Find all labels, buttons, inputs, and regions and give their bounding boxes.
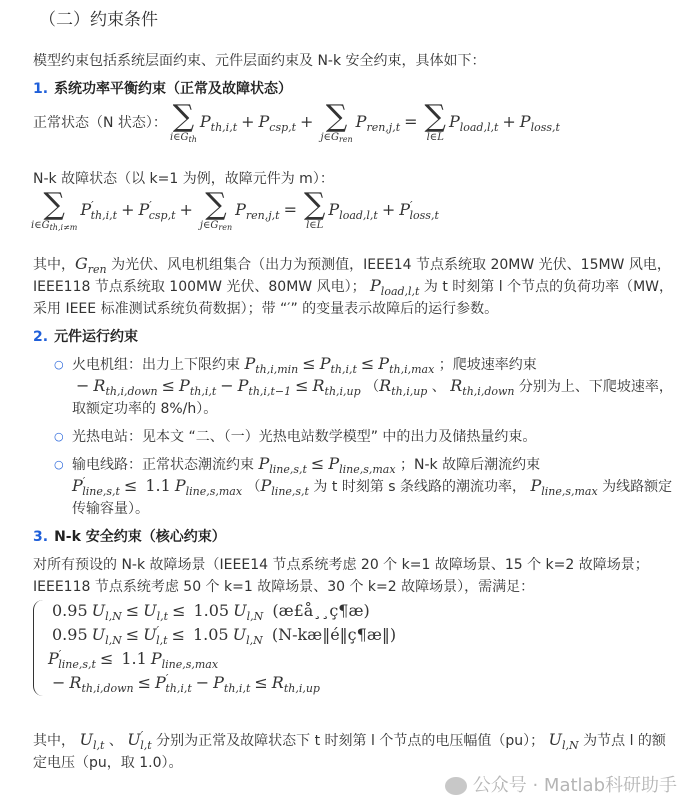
subscript: th,i,t [330,363,357,376]
math-operator: − [220,376,234,395]
math-variable: $R_{th,i,down}$ [450,376,515,398]
math-operator: − [76,376,90,395]
math-operator: ≤ [172,601,186,620]
math-operator: ≤ [171,625,185,644]
sum-index [170,132,197,144]
normal-state-equation [33,99,677,144]
subscript: ren [338,135,353,144]
summation [31,187,78,232]
subscript: load,l,t [459,121,499,134]
math-variable: $j\in G_{ren}$ [320,132,353,144]
prime-mark: ′ [140,729,144,742]
math-expression [72,376,361,398]
math-operator: 1.1 [145,476,171,495]
subscript: line,s,t [82,485,120,498]
math-expression [244,354,435,376]
sigma-icon: ∑ [325,99,348,134]
math-expression [427,132,444,143]
subscript: th [188,135,197,144]
summation [424,99,446,144]
text-segment: 分别为正常及故障状态下 t 时刻第 l 个节点的电压幅值（pu）； [151,733,549,749]
subscript: l,N [105,634,122,647]
subscript: th,i≠m [49,223,78,232]
case-row [48,624,400,648]
math-variable: $P_{line,s,t}$ [258,454,307,476]
text-segment: 为线路额定传输容量）。 [72,479,673,517]
intro-text: 模型约束包括系统层面约束、元件层面约束及 N-k 安全约束，具体如下： [33,53,486,69]
subscript: th,i,max [389,363,435,376]
math-operator: + [179,200,193,219]
sum-index [31,220,77,232]
math-variable: $P'_{line,s,t}$ [72,475,120,498]
text-segment: 其中， [33,257,75,273]
math-variable: $R_{th,i,up}$ [312,376,361,398]
subscript: th,i,t−1 [248,385,292,398]
subscript: th,i,up [283,682,320,695]
sum-index [320,132,352,144]
math-operator: ≤ [295,376,309,395]
sigma-icon: ∑ [172,99,195,134]
case-row [48,648,400,672]
math-operator: (æ£å¸¸ç¶æ) [267,601,370,620]
math-operator: 0.95 [52,625,88,644]
text-segment: 火电机组：出力上下限约束 [72,357,245,373]
math-operator: ≤ [123,476,138,495]
case-row [48,672,400,696]
math-variable: $P_{load,l,t}$ [448,112,499,134]
text-segment: 其中， [33,733,80,749]
subscript: th,i,t [223,682,251,695]
math-variable: $j\in G_{ren}$ [199,220,233,232]
sigma-icon: ∑ [424,99,446,134]
summation [199,187,233,232]
prime-mark: ′ [410,199,413,212]
fault-state-label: N-k 故障状态（以 k=1 为例，故障元件为 m）： [33,171,334,187]
watermark-text: 公众号 · Matlab科研助手 [472,775,677,796]
bullet-thermal-unit [54,354,677,420]
subscript: th,i,t [189,385,217,398]
subscript: th,i,t [90,209,118,222]
math-operator: = [404,112,418,131]
subscript: l,t [156,634,168,647]
wechat-icon [445,777,467,795]
subscript: l,N [105,610,122,623]
subscript: line,s,t [271,485,309,498]
math-operator: 1.05 [192,625,229,644]
math-expression [320,132,352,143]
subscript: line,s,t [58,658,96,671]
math-expression [450,376,515,398]
math-variable: $U_{l,N}$ [548,730,579,752]
math-operator: ≤ [310,454,325,473]
subscript: ren,j,t [366,121,401,134]
math-variable: $P'_{line,s,t}$ [48,648,96,671]
math-variable: $U_{l,N}$ [232,625,263,647]
subscript: th,i,down [81,682,134,695]
text-segment: 、 [427,379,451,395]
math-variable: $P_{th,i,t}$ [179,376,217,398]
math-variable: $R_{th,i,down}$ [93,376,158,398]
math-variable: $P_{csp,t}$ [258,112,297,134]
subscript: l,t [156,610,169,623]
text-segment: 为节点 l 的额定电压（pu，取 1.0）。 [33,733,666,771]
bullet-text [72,354,677,420]
math-variable: $i\in G_{th,i\ne m}$ [31,220,78,232]
math-variable: $P_{load,l,t}$ [370,276,420,298]
math-operator: + [381,200,396,219]
case-rows [48,600,400,696]
prime-mark: ′ [91,199,94,212]
subscript: load,l,t [339,209,378,222]
math-variable: $P_{th,i,t}$ [199,112,238,134]
subscript: loss,t [409,209,439,222]
math-variable: $P_{line,s,max}$ [530,476,598,498]
math-expression [258,454,396,476]
math-variable: $U'_{l,t}$ [143,624,168,647]
math-variable: $P_{th,i,max}$ [378,354,435,376]
heading-text: 系统功率平衡约束（正常及故障状态） [54,81,293,97]
text-segment: 、 [104,733,128,749]
summation [303,187,326,232]
math-variable: $i\in G_{th}$ [169,132,197,144]
math-operator: ≤ [254,673,268,692]
math-expression [48,648,219,671]
subscript: th,i,min [255,363,299,376]
s3-paragraph: 对所有预设的 N-k 故障场景（IEEE14 节点系统考虑 20 个 k=1 故障场景、15 个 k=2 故障场景；IEEE118 节点系统考虑 50 个 k=1 故障场景、30 个 k=2 故障场景），需满足： [33,557,649,595]
math-variable: $R_{th,i,down}$ [69,673,134,695]
s1-note [33,254,677,320]
math-operator: ≤ [302,354,316,373]
bullet-text [72,454,677,520]
math-expression [31,220,77,231]
math-expression [79,730,105,752]
math-variable: $P'_{csp,t}$ [138,199,176,222]
text-segment: 为光伏、风电机组集合（出力为预测值，IEEE14 节点系统取 20MW 光伏、15MW 风电，IEEE118 节点系统取 100MW 光伏、80MW 风电）； [33,257,671,295]
text-segment: ；爬坡速率约束 [434,357,537,373]
fault-state-equation [28,187,677,232]
math-variable: $R_{th,i,up}$ [271,673,320,695]
math-variable: $P_{line,s,max}$ [328,454,396,476]
math-expression [48,601,374,623]
heading-2 [33,326,677,348]
text-segment: 分别为上、下爬坡速率，取额定功率的 8%/h）。 [72,379,673,417]
math-operator: = [283,200,297,219]
math-operator: 1.1 [121,649,147,668]
math-variable: l∈L [306,220,324,231]
subscript: ren,j,t [245,209,280,222]
math-operator: − [52,673,66,692]
s3-note [33,730,677,774]
sum-index [427,132,444,144]
math-operator: + [121,200,135,219]
math-variable: $P_{ren,j,t}$ [355,112,401,134]
text-segment: （ [360,379,380,395]
prime-mark: ′ [58,648,62,661]
subscript: line,s,t [269,463,307,476]
subscript: load,l,t [380,285,420,298]
sigma-icon: ∑ [303,187,326,222]
heading-number: 1. [33,81,49,97]
text-segment: 为 t 时刻第 s 条线路的潮流功率， [308,479,531,495]
watermark [0,774,677,798]
math-variable: $P_{line,s,max}$ [174,476,243,498]
math-variable: $P_{th,i,min}$ [244,354,299,376]
section-title: （二）约束条件 [39,10,158,30]
math-operator: ≤ [161,376,176,395]
math-operator: ≤ [125,625,140,644]
prime-mark: ′ [165,672,169,685]
math-operator: 0.95 [52,601,88,620]
subscript: l,N [562,739,579,752]
math-expression [200,220,232,231]
case-row [48,600,400,624]
math-variable: $P_{line,s,t}$ [260,476,309,498]
math-variable: $P_{line,s,max}$ [150,649,219,671]
math-operator: ≤ [360,354,375,373]
math-variable: $U'_{l,t}$ [127,729,152,752]
heading-number: 2. [33,329,49,345]
prime-mark: ′ [82,475,86,488]
math-operator: + [502,112,516,131]
bullet-icon: ○ [54,358,64,371]
subscript: csp,t [269,121,297,134]
subscript: th,i,t [210,121,238,134]
bullet-icon: ○ [54,430,64,443]
math-variable: $P_{ren,j,t}$ [235,200,280,222]
bullet-text [72,426,677,448]
summation [169,99,197,144]
math-variable: $P_{th,i,t-1}$ [237,376,292,398]
left-brace-icon [33,600,44,696]
math-operator: + [300,112,314,131]
subscript: l,N [246,610,264,623]
normal-state-label: 正常状态（N 状态）： [33,115,167,131]
math-expression [48,624,400,647]
text-segment: （ [242,479,261,495]
sum-index [306,220,323,232]
math-variable: $U_{l,N}$ [233,601,264,623]
math-operator: ≤ [137,673,152,692]
equation [167,99,560,144]
math-operator: 1.05 [193,601,230,620]
heading-text: N-k 安全约束（核心约束） [54,529,226,545]
sigma-icon: ∑ [205,187,227,222]
math-variable: $P_{th,i,t}$ [319,354,357,376]
subscript: loss,t [530,121,560,134]
text-segment: 输电线路：正常状态潮流约束 [72,457,259,473]
math-operator: ≤ [99,649,114,668]
bullet-icon: ○ [54,458,64,471]
subscript: line,s,max [161,658,219,671]
math-variable: $G_{ren}$ [75,254,107,276]
math-variable: $P'_{loss,t}$ [399,199,439,222]
heading-3 [33,526,677,548]
text-segment: 为 t 时刻第 l 个节点的负荷功率（MW，采用 IEEE 标准测试系统负荷数据）；带 “′” 的变量表示故障后的运行参数。 [33,279,674,317]
subscript: ren [87,263,107,276]
text-segment: ；N-k 故障后潮流约束 [395,457,541,473]
math-expression [260,476,309,498]
prime-mark: ′ [156,624,160,637]
math-variable: $U_{l,t}$ [79,730,105,752]
nk-constraint-cases [33,600,677,696]
subscript: th,i,up [391,385,428,398]
math-operator: − [195,673,210,692]
subscript: th,i,down [462,385,515,398]
math-expression [379,376,428,398]
subscript: l,N [246,634,263,647]
subscript: line,s,max [339,463,396,476]
summation [320,99,353,144]
bullet-csp-station [54,426,677,448]
subscript: line,s,max [541,485,598,498]
math-expression [72,475,243,498]
math-expression [306,220,323,231]
math-variable: $P_{th,i,t}$ [213,673,251,695]
math-variable: $U_{l,N}$ [91,625,122,647]
math-operator: (N-kæ‖é‖ç¶æ‖) [266,625,397,644]
math-operator: ≤ [125,601,140,620]
bullet-transmission-line [54,454,677,520]
math-variable: $R_{th,i,up}$ [379,376,428,398]
subscript: ren [218,223,233,232]
math-variable: $U_{l,N}$ [91,601,122,623]
math-expression [48,672,320,695]
prime-mark: ′ [149,199,152,212]
math-variable: $P'_{th,i,t}$ [80,199,118,222]
sum-index [200,220,232,232]
subscript: l,t [92,739,105,752]
sigma-icon: ∑ [43,187,65,222]
subscript: l,t [140,739,152,752]
math-variable: $P_{loss,t}$ [519,112,560,134]
math-variable: $P'_{th,i,t}$ [155,672,192,695]
math-variable: l∈L [426,132,444,143]
math-expression [170,132,197,143]
subscript: th,i,up [324,385,361,398]
math-expression [370,276,420,298]
math-operator: + [241,112,255,131]
heading-1 [33,78,677,100]
heading-number: 3. [33,529,49,545]
subscript: csp,t [148,209,176,222]
math-expression [167,99,560,144]
math-expression [548,730,579,752]
heading-text: 元件运行约束 [54,329,139,345]
subscript: line,s,max [185,485,243,498]
math-expression [127,729,152,752]
math-variable: $U_{l,t}$ [143,601,169,623]
text-segment: 光热电站：见本文 “二、（一）光热电站数学模型” 中的出力及储热量约束。 [72,429,537,445]
subscript: th,i,down [105,385,158,398]
subscript: th,i,t [165,682,192,695]
math-expression [75,254,107,276]
math-variable: $P_{load,l,t}$ [328,200,378,222]
math-expression [530,476,598,498]
